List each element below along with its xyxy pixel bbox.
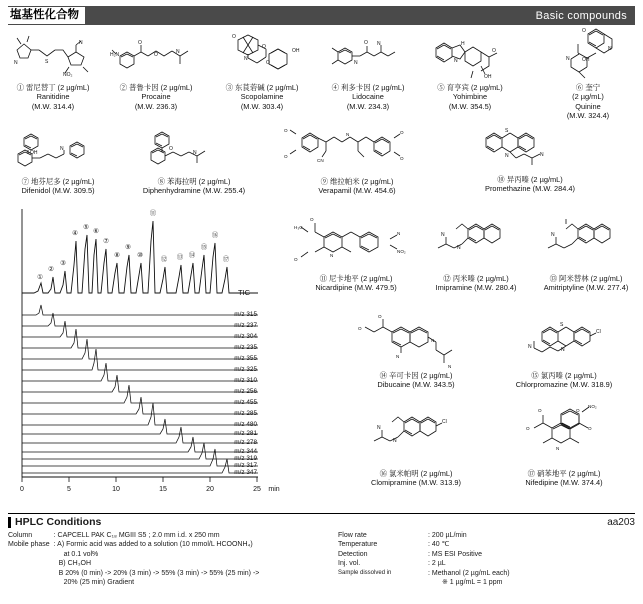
compound-11-label-jp: ⑪ 尼卡地平 (2 µg/mL) xyxy=(319,274,393,283)
svg-text:Cl: Cl xyxy=(596,329,601,335)
value-mobile-b: B) CH₃OH xyxy=(58,560,92,568)
compound-17-label-en: Nifedipine (M.W. 374.4) xyxy=(525,478,603,488)
compound-10-label-jp: ⑩ 异丙嗪 (2 µg/mL) xyxy=(497,175,563,184)
compound-7-label-jp: ⑦ 地芬尼多 (2 µg/mL) xyxy=(21,177,95,186)
compound-2-label-en: Procaine xyxy=(141,92,171,102)
value-temperature: : 40 ℃ xyxy=(428,541,450,549)
compound-2 xyxy=(108,34,204,111)
mz-label-9: m/z 285 xyxy=(234,410,257,417)
svg-text:O: O xyxy=(364,40,368,46)
compound-3-label-en: Scopolamine xyxy=(240,92,284,102)
compound-1-mw: (M.W. 314.4) xyxy=(31,101,75,111)
trace-mz-285 xyxy=(22,397,258,414)
trace-mz-319 xyxy=(22,443,258,459)
conditions-right-labels xyxy=(338,531,428,587)
label-inj-vol: Inj. vol. xyxy=(338,560,361,568)
svg-text:N: N xyxy=(346,132,350,137)
svg-text:N: N xyxy=(377,41,381,47)
peak-label-13: ⑬ xyxy=(176,254,184,261)
svg-text:N: N xyxy=(556,446,560,451)
svg-text:OH: OH xyxy=(582,57,590,63)
conditions-left-column xyxy=(8,531,338,587)
compound-1 xyxy=(6,34,100,111)
svg-text:N: N xyxy=(393,438,397,444)
compound-6-label-jp: ⑥ 奎宁 xyxy=(575,83,601,92)
svg-text:O: O xyxy=(526,426,530,431)
structure-chlorpromazine xyxy=(502,312,626,370)
svg-text:N: N xyxy=(454,58,458,64)
svg-text:O: O xyxy=(138,40,142,46)
mz-label-7: m/z 256 xyxy=(234,388,257,395)
svg-text:N: N xyxy=(441,232,445,238)
svg-text:O: O xyxy=(400,130,404,135)
compound-3-label-jp: ③ 东莨菪碱 (2 µg/mL) xyxy=(225,83,299,92)
svg-text:O: O xyxy=(284,154,288,159)
label-temperature: Temperature xyxy=(338,541,378,549)
compound-1-label-en: Ranitidine xyxy=(36,92,70,102)
compound-5-mw: (M.W. 354.5) xyxy=(448,101,492,111)
compound-14-label-jp: ⑭ 辛可卡因 (2 µg/mL) xyxy=(379,371,453,380)
trace-mz-278 xyxy=(22,427,258,443)
svg-text:O: O xyxy=(284,128,288,133)
label-spacer-3 xyxy=(8,569,50,578)
mz-label-4: m/z 355 xyxy=(234,355,257,362)
value-column: : CAPCELL PAK C₁₈ MGIII S5 ; 2.0 mm i.d. x 250 mm xyxy=(53,532,220,539)
svg-text:N: N xyxy=(176,49,180,55)
structure-clomipramine xyxy=(358,406,474,468)
compound-8 xyxy=(134,128,254,196)
structure-imipramine xyxy=(426,215,526,273)
label-flow-rate: Flow rate xyxy=(338,532,367,539)
peak-label-17: ⑰ xyxy=(222,256,230,263)
svg-text:N: N xyxy=(551,232,555,238)
svg-text:OH: OH xyxy=(30,150,38,156)
trace-mz-355 xyxy=(22,339,258,359)
compound-6-mw: (M.W. 324.4) xyxy=(566,111,610,121)
mz-label-13: m/z 344 xyxy=(234,448,257,455)
trace-mz-235 xyxy=(22,329,258,348)
value-gradient-2: 20% (25 min) Gradient xyxy=(63,578,135,586)
mz-label-6: m/z 310 xyxy=(234,377,257,384)
x-tick-2: 10 xyxy=(112,486,120,493)
structure-ranitidine xyxy=(9,34,97,82)
svg-text:O: O xyxy=(232,34,236,40)
mz-label-3: m/z 235 xyxy=(234,344,257,351)
svg-text:N: N xyxy=(528,344,532,350)
trace-mz-310 xyxy=(22,363,258,381)
compound-17 xyxy=(500,400,628,488)
conditions-title-text: HPLC Conditions xyxy=(15,516,102,528)
label-spacer-4 xyxy=(8,578,50,587)
svg-text:O: O xyxy=(358,326,362,331)
tic-label: TIC xyxy=(238,288,251,297)
peak-label-4: ④ xyxy=(72,230,78,237)
svg-text:O: O xyxy=(538,408,542,413)
svg-text:O: O xyxy=(169,146,173,152)
svg-text:N: N xyxy=(79,40,83,46)
value-detection: : MS ESI Positive xyxy=(428,550,483,558)
document-code: aa203 xyxy=(607,516,635,528)
structure-nifedipine xyxy=(502,400,626,468)
mz-label-10: m/z 480 xyxy=(234,421,257,428)
mz-label-11: m/z 281 xyxy=(234,430,257,437)
mz-label-0: m/z 315 xyxy=(234,311,257,318)
svg-text:NO₂: NO₂ xyxy=(63,72,73,78)
mz-label-14: m/z 319 xyxy=(234,455,257,462)
svg-text:S: S xyxy=(560,322,564,328)
svg-text:N: N xyxy=(354,60,358,66)
compound-11-label-en: Nicardipine (M.W. 479.5) xyxy=(315,283,397,293)
compound-12-label-en: Imipramine (M.W. 280.4) xyxy=(435,283,517,293)
compound-10 xyxy=(464,124,596,194)
svg-text:N: N xyxy=(566,56,570,62)
label-spacer-2 xyxy=(8,559,50,568)
conditions-title xyxy=(8,516,101,528)
mz-label-5: m/z 325 xyxy=(234,366,257,373)
svg-text:Cl: Cl xyxy=(442,419,447,425)
svg-text:S: S xyxy=(45,59,49,65)
compound-6-label-conc: (2 µg/mL) xyxy=(572,92,604,102)
svg-text:NO₂: NO₂ xyxy=(397,249,406,254)
svg-text:O: O xyxy=(378,314,382,319)
trace-mz-315 xyxy=(22,305,258,315)
svg-text:NO₂: NO₂ xyxy=(588,404,597,409)
peak-label-16: ⑯ xyxy=(211,232,219,239)
mz-label-16: m/z 347 xyxy=(234,469,257,476)
compound-16-label-jp: ⑯ 氯米帕明 (2 µg/mL) xyxy=(379,469,453,478)
structure-promethazine xyxy=(470,124,590,174)
hplc-conditions xyxy=(8,513,635,587)
peak-label-11: ⑪ xyxy=(149,210,157,217)
conditions-right-values xyxy=(428,531,510,587)
peak-label-5: ⑤ xyxy=(83,224,89,231)
compound-15-label-en: Chlorpromazine (M.W. 318.9) xyxy=(515,380,613,390)
svg-text:O: O xyxy=(400,156,404,161)
compound-9 xyxy=(282,120,432,196)
chromatogram xyxy=(8,205,286,500)
x-tick-5: 25 xyxy=(253,486,261,493)
conditions-body xyxy=(8,531,635,587)
compound-1-label-jp: ① 雷尼替丁 (2 µg/mL) xyxy=(16,83,90,92)
conditions-title-row xyxy=(8,513,635,528)
svg-text:H₃C: H₃C xyxy=(294,225,303,230)
svg-text:N: N xyxy=(397,231,401,236)
compound-4-label-en: Lidocaine xyxy=(352,92,384,102)
compound-7 xyxy=(6,128,110,196)
value-mobile-a: : A) Formic acid was added to a solution (10 mmol/L HCOONH₄) xyxy=(53,541,253,549)
svg-text:H: H xyxy=(461,41,465,47)
compound-4-mw: (M.W. 234.3) xyxy=(346,101,390,111)
compound-14 xyxy=(356,312,476,390)
compound-16-label-en: Clomipramine (M.W. 313.9) xyxy=(371,478,461,488)
svg-text:O: O xyxy=(582,28,586,34)
structure-procaine xyxy=(110,34,202,82)
peak-label-6: ⑥ xyxy=(93,228,99,235)
header-bar xyxy=(8,6,635,25)
structure-nicardipine xyxy=(294,215,418,273)
peak-label-15: ⑮ xyxy=(200,244,208,251)
compound-6 xyxy=(540,26,636,121)
header-title-jp: 塩基性化合物 xyxy=(8,7,85,24)
structure-amitriptyline xyxy=(536,215,636,273)
mz-label-12: m/z 278 xyxy=(234,439,257,446)
svg-text:O: O xyxy=(492,48,496,54)
svg-text:N: N xyxy=(244,56,248,62)
compound-5-label-en: Yohimbine xyxy=(452,92,488,102)
peak-label-9: ⑨ xyxy=(125,244,131,251)
trace-mz-281 xyxy=(22,419,258,434)
conditions-right-column xyxy=(338,531,628,587)
value-inj-vol: : 2 µL xyxy=(428,560,446,568)
structure-scopolamine xyxy=(214,30,310,82)
svg-text:O: O xyxy=(310,217,314,222)
svg-text:N: N xyxy=(608,46,612,52)
svg-text:N: N xyxy=(60,146,64,152)
compound-8-label-jp: ⑧ 苯海拉明 (2 µg/mL) xyxy=(157,177,231,186)
trace-mz-317 xyxy=(22,449,258,466)
compound-5-label-jp: ⑤ 育亨宾 (2 µg/mL) xyxy=(437,83,503,92)
compound-12-label-jp: ⑫ 丙米嗪 (2 µg/mL) xyxy=(443,274,509,283)
compound-16 xyxy=(356,406,476,488)
compound-13-label-en: Amitriptyline (M.W. 277.4) xyxy=(543,283,629,293)
svg-text:N: N xyxy=(431,338,435,343)
structure-yohimbine xyxy=(426,30,514,82)
svg-text:O: O xyxy=(576,408,580,413)
compound-7-label-en: Difenidol (M.W. 309.5) xyxy=(21,186,95,196)
svg-text:N: N xyxy=(448,364,452,369)
trace-mz-256 xyxy=(22,375,258,392)
structure-dibucaine xyxy=(358,312,474,370)
peak-label-2: ② xyxy=(48,266,54,273)
peak-label-3: ③ xyxy=(60,260,66,267)
value-flow-rate: : 200 µL/min xyxy=(428,532,467,539)
compound-10-label-en: Promethazine (M.W. 284.4) xyxy=(485,184,575,194)
compound-14-label-en: Dibucaine (M.W. 343.5) xyxy=(377,380,455,390)
compound-3 xyxy=(212,30,312,111)
ppm-note: ※ 1 µg/mL = 1 ppm xyxy=(442,578,503,586)
x-axis-unit: min xyxy=(268,486,280,493)
value-sample-dissolved: : Methanol (2 µg/mL each) xyxy=(428,569,510,577)
peak-label-14: ⑭ xyxy=(188,252,196,259)
compound-6-label-en: Quinine xyxy=(575,101,601,111)
compound-4-label-jp: ④ 利多卡因 (2 µg/mL) xyxy=(331,83,405,92)
x-tick-4: 20 xyxy=(206,486,214,493)
compound-2-label-jp: ② 普鲁卡因 (2 µg/mL) xyxy=(119,83,193,92)
structure-verapamil xyxy=(284,120,430,176)
svg-text:OH: OH xyxy=(484,74,492,80)
conditions-left-values xyxy=(54,531,260,587)
compound-15-label-jp: ⑮ 氯丙嗪 (2 µg/mL) xyxy=(531,371,597,380)
svg-text:O: O xyxy=(294,257,298,262)
label-spacer-5 xyxy=(338,578,424,587)
svg-text:N: N xyxy=(540,152,544,158)
svg-text:N: N xyxy=(561,347,565,353)
svg-text:N: N xyxy=(330,253,334,258)
svg-text:O: O xyxy=(154,52,158,58)
peak-label-7: ⑦ xyxy=(103,238,109,245)
title-bar-icon xyxy=(8,517,11,528)
compound-8-label-en: Diphenhydramine (M.W. 255.4) xyxy=(142,186,246,196)
compound-5 xyxy=(424,30,516,111)
value-gradient-1: B 20% (0 min) -> 20% (3 min) -> 55% (3 min) -> 55% (25 min) -> xyxy=(58,569,260,577)
x-tick-3: 15 xyxy=(159,486,167,493)
mz-label-1: m/z 237 xyxy=(234,322,257,329)
svg-text:N: N xyxy=(396,354,400,359)
label-column: Column xyxy=(8,532,33,539)
svg-text:S: S xyxy=(505,128,509,134)
compound-17-label-jp: ⑰ 硝苯地平 (2 µg/mL) xyxy=(527,469,601,478)
svg-text:N: N xyxy=(14,60,18,66)
trace-mz-455 xyxy=(22,385,258,403)
svg-text:N: N xyxy=(457,245,461,251)
label-detection: Detection xyxy=(338,550,368,558)
value-mobile-a2: at 0.1 vol% xyxy=(63,550,99,558)
mz-label-15: m/z 317 xyxy=(234,462,257,469)
peak-label-10: ⑩ xyxy=(137,252,143,259)
header-title-en: Basic compounds xyxy=(535,9,627,22)
compound-13-label-jp: ⑬ 阿米替林 (2 µg/mL) xyxy=(549,274,623,283)
compound-9-label-jp: ⑨ 维拉帕米 (2 µg/mL) xyxy=(320,177,394,186)
compound-4 xyxy=(322,34,414,111)
peak-label-1: ① xyxy=(37,274,43,281)
compound-12 xyxy=(424,215,528,293)
compound-2-mw: (M.W. 236.3) xyxy=(134,101,178,111)
trace-mz-304 xyxy=(22,321,258,337)
svg-text:N: N xyxy=(193,150,197,156)
label-spacer-1 xyxy=(8,550,50,559)
x-tick-0: 0 xyxy=(20,486,24,493)
compound-11 xyxy=(292,215,420,293)
svg-text:N: N xyxy=(377,425,381,431)
structure-lidocaine xyxy=(324,34,412,82)
svg-text:OH: OH xyxy=(292,48,300,54)
structure-quinine xyxy=(542,26,634,82)
compound-3-mw: (M.W. 303.4) xyxy=(240,101,284,111)
conditions-left-labels xyxy=(8,531,54,587)
svg-text:O: O xyxy=(262,44,266,50)
peak-label-8: ⑧ xyxy=(114,252,120,259)
structure-difenidol xyxy=(8,128,108,176)
compound-9-label-en: Verapamil (M.W. 454.6) xyxy=(318,186,396,196)
peak-label-12: ⑫ xyxy=(160,256,168,263)
structure-diphenhydramine xyxy=(139,128,249,176)
svg-text:O: O xyxy=(588,426,592,431)
compound-13 xyxy=(534,215,638,293)
label-mobile-phase: Mobile phase xyxy=(8,541,50,549)
svg-text:H₂N: H₂N xyxy=(110,52,120,58)
label-sample-dissolved: Sample dissolved in xyxy=(338,569,392,576)
chromatogram-svg xyxy=(8,205,286,500)
mz-label-2: m/z 304 xyxy=(234,333,257,340)
svg-text:CN: CN xyxy=(317,158,324,163)
trace-mz-344 xyxy=(22,437,258,452)
svg-text:O: O xyxy=(266,60,270,66)
mz-label-8: m/z 455 xyxy=(234,399,257,406)
svg-text:N: N xyxy=(505,153,509,159)
compound-15 xyxy=(500,312,628,390)
trace-mz-325 xyxy=(22,349,258,370)
x-tick-1: 5 xyxy=(67,486,71,493)
